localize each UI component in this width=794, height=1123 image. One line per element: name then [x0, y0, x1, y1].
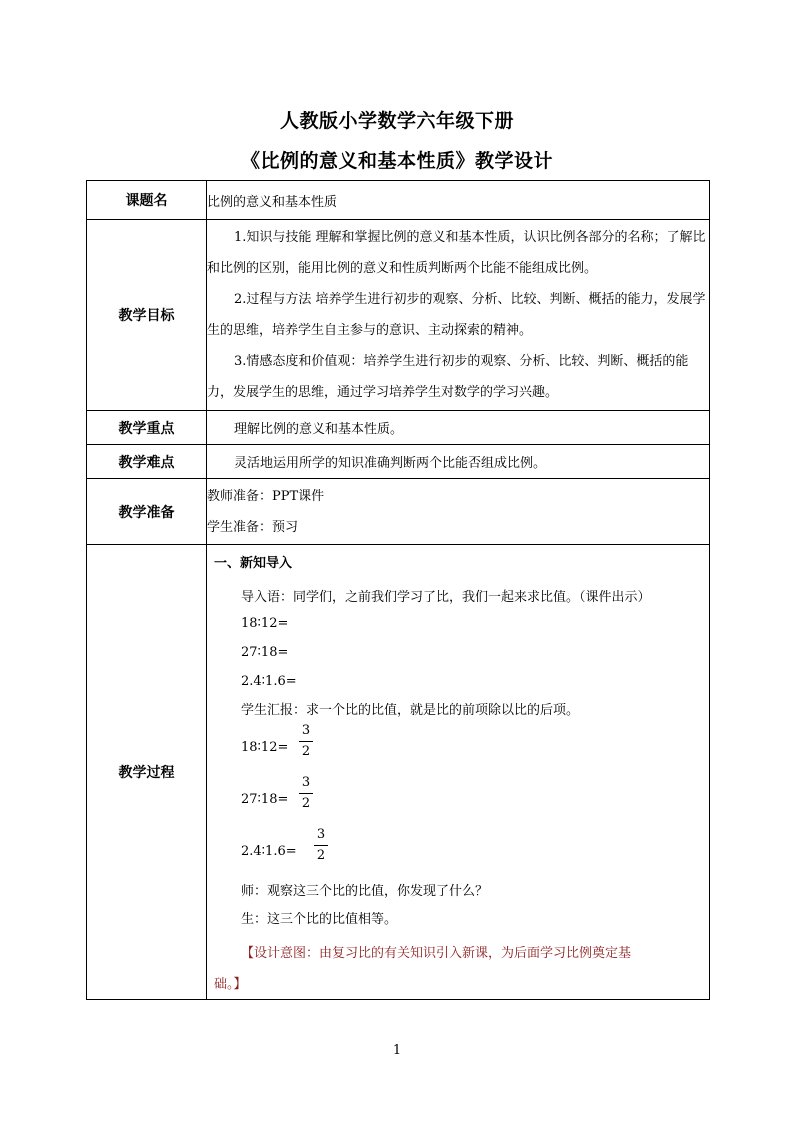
fraction-denominator: 2	[301, 744, 311, 759]
process-label: 教学过程	[87, 545, 207, 1000]
row-goals	[87, 220, 710, 411]
student-preparation: 学生准备：预习	[207, 519, 299, 535]
difficulty-value: 灵活地运用所学的知识准确判断两个比能否组成比例。	[207, 445, 710, 479]
row-topic	[87, 181, 710, 220]
topic-label: 课题名	[87, 181, 207, 220]
answer-expression: 27∶18=	[241, 792, 289, 807]
process-content	[207, 545, 710, 1000]
document-title: 人教版小学数学六年级下册	[279, 110, 514, 132]
intro-text: 导入语：同学们，之前我们学习了比，我们一起来求比值。（课件出示）	[241, 590, 651, 605]
lesson-plan-table	[86, 180, 710, 1000]
student-report: 学生汇报：求一个比的比值，就是比的前项除以比的后项。	[241, 703, 580, 718]
key-point-label: 教学重点	[87, 411, 207, 445]
row-process	[87, 545, 710, 1000]
fraction-bar	[314, 845, 328, 846]
topic-value: 比例的意义和基本性质	[207, 181, 710, 220]
goal-item: 2.过程与方法 培养学生进行初步的观察、分析、比较、判断、概括的能力，发展学生的思维，培养学生自主参与的意识、主动探索的精神。	[207, 292, 706, 338]
row-preparation	[87, 479, 710, 545]
row-difficulty	[87, 445, 710, 479]
section-heading: 一、新知导入	[214, 556, 293, 571]
fraction-denominator: 2	[301, 796, 311, 811]
row-key-point	[87, 411, 710, 445]
fraction-numerator: 3	[301, 723, 311, 738]
preparation-content	[207, 479, 710, 545]
goals-label: 教学目标	[87, 220, 207, 411]
fraction-bar	[299, 741, 313, 742]
goal-item: 1.知识与技能 理解和掌握比例的意义和基本性质，认识比例各部分的名称；了解比和比例的区别，能用比例的意义和性质判断两个比能不能组成比例。	[207, 230, 706, 276]
goals-content	[207, 220, 710, 411]
ratio-question: 18∶12=	[241, 616, 289, 631]
ratio-question: 27∶18=	[241, 645, 289, 660]
fraction	[299, 723, 313, 760]
answer-expression: 18∶12=	[241, 740, 289, 755]
ratio-question: 2.4∶1.6=	[241, 674, 297, 689]
teacher-question: 师：观察这三个比的比值，你发现了什么？	[241, 884, 489, 899]
fraction	[314, 827, 328, 864]
key-point-value: 理解比例的意义和基本性质。	[207, 411, 710, 445]
teacher-preparation: 教师准备：PPT课件	[207, 488, 325, 504]
fraction-denominator: 2	[316, 848, 326, 863]
document-subtitle: 《比例的意义和基本性质》教学设计	[240, 150, 553, 172]
fraction-bar	[299, 793, 313, 794]
preparation-label: 教学准备	[87, 479, 207, 545]
difficulty-label: 教学难点	[87, 445, 207, 479]
design-intent-continued: 础。】	[214, 977, 247, 992]
design-intent: 【设计意图：由复习比的有关知识引入新课，为后面学习比例奠定基	[241, 946, 632, 961]
fraction-numerator: 3	[301, 775, 311, 790]
answer-expression: 2.4∶1.6=	[241, 844, 297, 859]
student-answer: 生：这三个比的比值相等。	[241, 912, 398, 927]
page-number: 1	[392, 1043, 402, 1058]
goal-item: 3.情感态度和价值观：培养学生进行初步的观察、分析、比较、判断、概括的能力，发展学生的思维，通过学习培养学生对数学的学习兴趣。	[207, 354, 689, 400]
fraction-numerator: 3	[316, 827, 326, 842]
fraction	[299, 775, 313, 812]
